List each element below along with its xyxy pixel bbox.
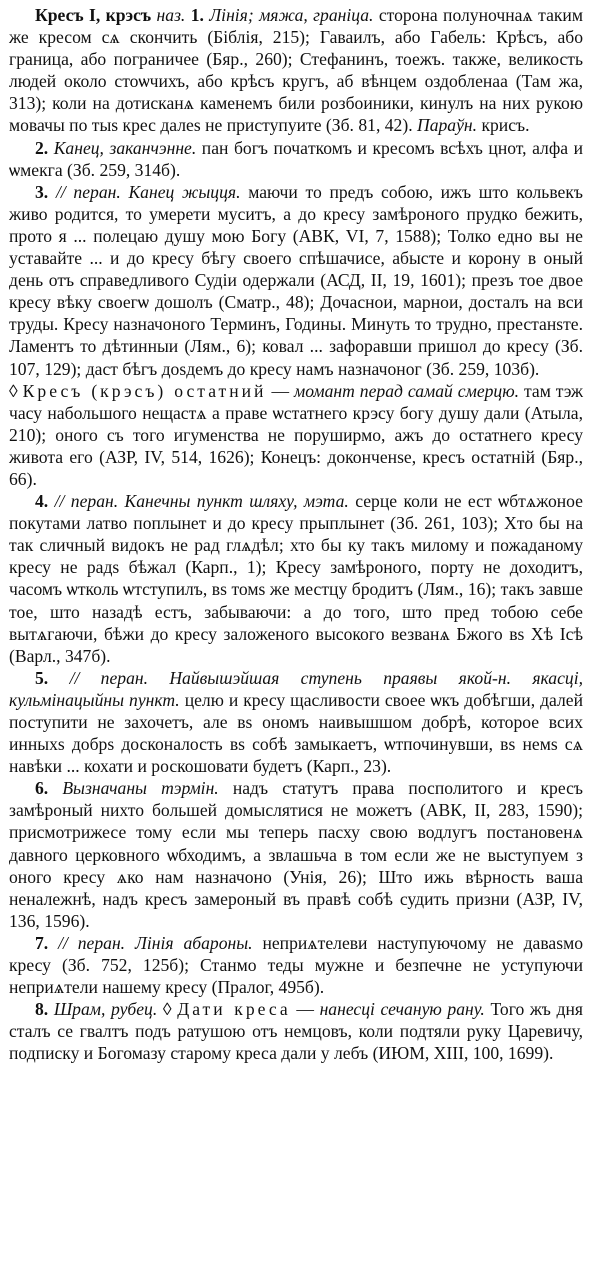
sense-definition: Вызначаны тэрмін.	[62, 778, 219, 799]
phrase-citations: там тэж часу набольшого нещастѧ а праве ѡстатнего крэсу богу душу дали (Атыла, 210); оного съ того игуменства не поруширмо, ажъ до остатнего кресу живота его (АЗР, IV, 514, 1626); Конецъ: доконченsе, кресъ остатній (Бяр., 66).	[9, 380, 583, 489]
sense-4	[9, 490, 583, 667]
headword: Кресъ I, крэсъ	[35, 5, 152, 25]
sense-number: 7.	[35, 932, 49, 953]
diamond-icon: ◊	[9, 380, 18, 401]
sense-number: 1.	[190, 5, 204, 25]
phrase-headword: Дати креса	[177, 999, 291, 1020]
sense-2	[9, 137, 583, 181]
sense-3	[9, 181, 583, 380]
sense-8: 8. Шрам, рубец. ◊ Дати креса — нанесці сечаную рану. Того жъ дня сталъ се гвалтъ подъ ратушою отъ немцовъ, коли подтяли руку Царевичу, подписку и Богомазу старому креса дали у лебъ (ИЮМ, XIII, 100, 1699).	[9, 999, 583, 1064]
sense-citations: целю и кресу щасливости своее ѡкъ добѣгши, далей поступити не захочетъ, але вs ономъ наивышшом добрѣ, которое всих инныхs добрs досконалость вs собѣ замыкаетъ, ѡтпочинувши, вs немs сѧ навѣки ... кохати и роскошовати будетъ (Карп., 23).	[9, 689, 583, 777]
phrase-definition: нанесці сечаную рану.	[319, 999, 485, 1020]
sense-citations: пан богъ почaткомъ и кресомъ всѣхъ цнот, алфа и ѡмекга (Зб. 259, 314б).	[9, 137, 583, 180]
phrase-citations: Того жъ дня сталъ се гвалтъ подъ ратушою отъ немцовъ, коли подтяли руку Царевичу, подписку и Богомазу старому креса дали у лебъ (ИЮМ, XIII, 100, 1699).	[9, 999, 583, 1064]
sense-citations: сторона полуночнаѧ таким же кресом сѧ скончить (Біблія, 215); Гаваилъ, або Габель: Крѣсъ, або граница, або пограничее (Бяр., 260); Стефанинъ, тоежъ. также, великость людей около стоѡчихъ, або крѣсъ кругъ, аб вѣнцем оздобленаа (Там жа, 313); коли на дотисканѧ каменемъ били розбоиники, кинулъ на них рукою мовачы по тыs крес далеs не приступуите (Зб. 81, 42).	[9, 5, 583, 136]
sense-7	[9, 932, 583, 998]
phrase-block-3: ◊ Кресъ (крэсъ) остатний — момант перад самай смерцю. там тэж часу набольшого нещастѧ а праве ѡстатнего крэсу богу душу дали (Атыла, 210); оного съ того игуменства не поруширмо, ажъ до остатнего кресу живота его (АЗР, IV, 514, 1626); Конецъ: доконченsе, кресъ остатній (Бяр., 66).	[9, 380, 583, 489]
sense-number: 4.	[35, 491, 49, 512]
cross-reference-label: Параўн.	[417, 115, 478, 136]
sense-number: 6.	[35, 778, 49, 799]
sense-number: 2.	[35, 137, 49, 158]
cross-reference-word: крисъ.	[481, 115, 530, 136]
sense-citations: неприѧтелеви наступуючому не даваsмо кресу (Зб. 752, 125б); Станмо теды мужне и безпечне не уступуючи неприѧтели нашему кресу (Пралог, 495б).	[9, 932, 583, 998]
sense-6	[9, 777, 583, 932]
grammar-label: наз.	[156, 5, 186, 25]
sense-citations: маючи то предъ собою, ижъ што кольвекъ живо родится, то умерети муситъ, а до кресу замѣроного прудко бежить, прото я ... полецаю душу мою Богу (АВК, VI, 7, 1588); Толко едно вы не уставайте ... и до кресу бѣгу своего спѣшачисе, абысте и корону в оный день отъ справедливого Судіи одержали (АСД, II, 19, 1601); презъ тое двое кресу вѣку своегѡ дошолъ (Сматр., 48); Дочаснои, марнои, досталъ на вси труды. Кресу назначоного Терминъ, Годины. Минуть то трудно, престанsте. Ламентъ то дѣтинныи (Лям., 6); ковал ... зафоравши пришол до кресу (Зб. 107, 129); даст бѣгъ доsдемъ до кресу намъ назначоног (Зб. 259, 103б).	[9, 181, 583, 379]
diamond-icon: ◊	[162, 999, 172, 1020]
sense-citations: серце коли не ест ѡбтѧжоное покутами латво поплынет и до кресу прыплынет (Зб. 261, 103); Хто бы на так сличный видокъ не рад глѧдѣл; хто бы ку такъ милому и пожаданому кресу не радs бѣжал (Карп., 1); Кресу замѣроного, порту не доходитъ, часомъ ѡтколь ѡтступилъ, вs томs же местцу бродитъ (Лям., 16); такъ завше тое, што назадѣ естъ, забываючи: а до того, што пред тобою себе вытѧгаючи, бѣжи до кресу заложеного высокого везванѧ Бжого вs Хѣ Ісѣ (Варл., 347б).	[9, 491, 583, 666]
sense-definition: // перан. Найвышэйшая ступень праявы якой-н. якасці, кульмінацыйны пункт.	[9, 667, 584, 710]
sense-5	[9, 667, 583, 777]
sense-number: 5.	[35, 667, 49, 688]
phrase-headword: Кресъ (крэсъ) остатний	[22, 380, 267, 401]
sense-definition: // перан. Канечны пункт шляху, мэта.	[54, 491, 349, 512]
sense-definition: // перан. Лінія абароны.	[58, 932, 253, 953]
sense-citations: надъ статутъ права посполитого и кресъ замѣроный нихто большей домыслятися не можетъ (АВК, II, 283, 1590); присмотрижесе тому если мы теперь пасху свою водлугъ постановенѧ давного церковного ѡбходимъ, а звлашьча в том если же не выступуем з оного кресу ѧко нам назначоно (Унія, 26); Што ижь вѣрность ваша неналежнѣ, надъ кресъ замероный въ правѣ собѣ судить призни (АЗР, IV, 136, 1596).	[9, 778, 583, 931]
phrase-definition: момант перад самай смерцю.	[294, 380, 520, 401]
sense-1	[9, 4, 583, 137]
sense-definition: Лінія; мяжа, граніца.	[209, 5, 374, 25]
sense-definition: Канец, заканчэнне.	[53, 137, 197, 158]
sense-number: 8.	[35, 999, 49, 1020]
sense-definition: // перан. Канец жыцця.	[55, 181, 241, 202]
sense-definition: Шрам, рубец.	[53, 999, 158, 1020]
sense-number: 3.	[35, 181, 49, 202]
